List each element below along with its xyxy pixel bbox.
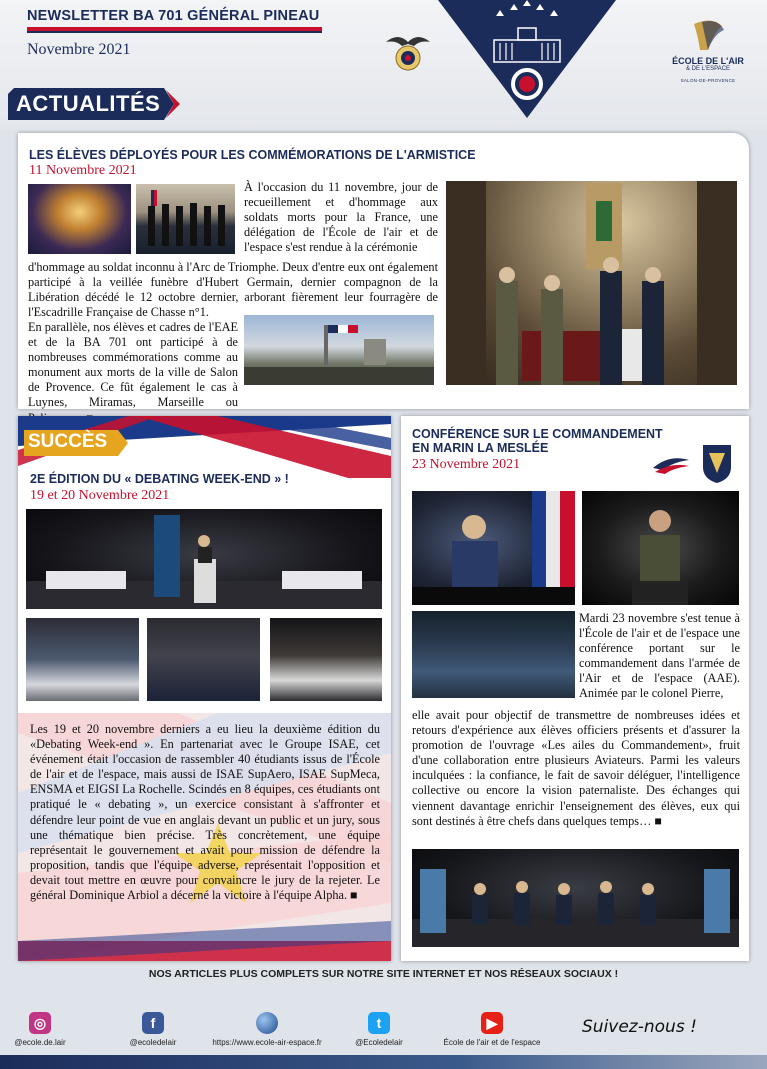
photo-debating-jury xyxy=(270,618,382,701)
twitter-icon: t xyxy=(368,1012,390,1034)
photo-monument-aux-morts xyxy=(244,315,434,385)
article-title: 2E ÉDITION DU « DEBATING WEEK-END » ! xyxy=(30,472,289,486)
school-logo-text: ÉCOLE DE L'AIR & DE L'ESPACE SALON-DE-PROVENCE xyxy=(672,56,744,83)
youtube-link[interactable]: ▶ École de l'air et de l'espace xyxy=(436,1012,548,1047)
article-text-part2: elle avait pour objectif de transmettre de nombreuses idées et retours d'expérience aux élèves officiers présents et d'assurer la promotion de l'ouvrage «Les ailes du Commandement», fruit d'une collaboration entre plusieurs Aviateurs. Parmi les valeurs inculquées : la confiance, le fait de savoir déléguer, l'intelligence collective ou encore la vision paternaliste. Des échanges qui viennent davantage enrichir l'enseignement des élèves, eux qui sont destinés à être chefs dans quelques temps… ■ xyxy=(412,708,740,828)
globe-icon xyxy=(256,1012,278,1034)
photo-honor-guard xyxy=(446,181,737,385)
follow-us-text: Suivez-nous ! xyxy=(582,1017,697,1037)
honor-guard-scene xyxy=(446,181,737,385)
squadron-badge-icon xyxy=(699,443,735,485)
instagram-icon: ◎ xyxy=(29,1012,51,1034)
title-underline-navy xyxy=(27,31,322,33)
article-text-part1: Mardi 23 novembre s'est tenue à l'École de l'air et de l'espace une conférence portant sur le commandement dans l'armée de l'Air et de l'espace (AAE). Animée par le colonel Pierre, xyxy=(579,611,740,701)
issue-date: Novembre 2021 xyxy=(27,41,131,58)
article-date: 11 Novembre 2021 xyxy=(29,163,137,178)
article-title: CONFÉRENCE SUR LE COMMANDEMENT EN MARIN LA MESLÉE xyxy=(412,427,663,455)
facebook-link[interactable]: f @ecoledelair xyxy=(118,1012,188,1047)
page-header xyxy=(0,0,767,130)
article-text-part2: d'hommage au soldat inconnu à l'Arc de Triomphe. Deux d'entre eux ont également participé à la veillée funèbre d'Hubert Germain, dernier compagnon de la Libération décédé le 12 octobre dernier, arborant fièrement leur fourragère de l'Escadrille Française de Chasse n°1. xyxy=(28,260,438,320)
newsletter-title: NEWSLETTER BA 701 GÉNÉRAL PINEAU xyxy=(27,8,320,24)
colonel-scene xyxy=(582,491,739,605)
twitter-link[interactable]: t @Ecoledelair xyxy=(346,1012,412,1047)
article-text: Les 19 et 20 novembre derniers a eu lieu la deuxième édition du «Debating Week-end ». En partenariat avec le Groupe ISAE, cet événement était l'occasion de rassembler 40 étudiants issus de l'École de l'air et de l'espace, mais aussi de ISAE SupAero, ISAE SupMeca, ENSMA et EIGSI La Rochelle. Scindés en 8 équipes, ces étudiants ont pratiqué le « debating », un exercice consistant à s'affronter et défendre leur point de vue en anglais devant un public et un jury, sous une thématique bien précise. Très concrètement, une équipe représentait le gouvernement et avait pour mission de défendre la proposition, tandis que l'équipe adverse, représentait l'opposition et devait tout mettre en œuvre pour convaincre le jury de la rejeter. Le général Dominique Arbiol a décerné la victoire à l'équipe Alpha. ■ xyxy=(30,722,380,903)
article-conference xyxy=(401,416,749,961)
website-link[interactable]: https://www.ecole-air-espace.fr xyxy=(198,1012,336,1047)
photo-audience-amphitheater xyxy=(412,611,575,698)
eagle-emblem-icon xyxy=(384,28,432,72)
photo-debating-team-2 xyxy=(147,618,260,701)
article-debating xyxy=(18,416,391,961)
air-force-logo-icon xyxy=(649,450,693,478)
speaker-scene xyxy=(412,491,575,605)
photo-debating-team-1 xyxy=(26,618,139,701)
article-date: 19 et 20 Novembre 2021 xyxy=(30,488,170,503)
debate-stage-scene xyxy=(26,509,382,609)
footer-note: NOS ARTICLES PLUS COMPLETS SUR NOTRE SITE INTERNET ET NOS RÉSEAUX SOCIAUX ! xyxy=(148,968,619,980)
photo-invalides-ceremony xyxy=(28,184,131,254)
article-date: 23 Novembre 2021 xyxy=(412,457,521,472)
bottom-band xyxy=(0,1055,767,1069)
instagram-link[interactable]: ◎ @ecole.de.lair xyxy=(6,1012,74,1047)
facebook-icon: f xyxy=(142,1012,164,1034)
article-armistice xyxy=(18,133,749,409)
photo-panel-discussion xyxy=(412,849,739,947)
panel-scene xyxy=(412,849,739,947)
article-title: LES ÉLÈVES DÉPLOYÉS POUR LES COMMÉMORATIONS DE L'ARMISTICE xyxy=(29,148,476,162)
section-label-actualites: ACTUALITÉS xyxy=(16,91,161,116)
photo-delegation-march xyxy=(136,184,235,254)
monument-crowd-shape xyxy=(244,315,434,385)
marching-soldiers-shape xyxy=(136,184,235,254)
photo-debating-stage xyxy=(26,509,382,609)
section-label-succes: SUCCÈS xyxy=(28,431,108,452)
youtube-icon: ▶ xyxy=(481,1012,503,1034)
article-text-part1: À l'occasion du 11 novembre, jour de recueillement et d'hommage aux soldats morts pour la France, une délégation de l'École de l'air et de l'espace s'est rendue à la cérémonie xyxy=(244,180,438,255)
base-chevron-emblem xyxy=(438,0,616,118)
photo-speaker-flag xyxy=(412,491,575,605)
photo-colonel-pierre xyxy=(582,491,739,605)
article-text-part3: En parallèle, nos élèves et cadres de l'EAE et de la BA 701 ont participé à de nombreuses commémorations comme au monument aux morts de la ville de Salon de Provence. Ce fût également le cas à Luynes, Miramas, Marseille ou xyxy=(28,320,238,410)
